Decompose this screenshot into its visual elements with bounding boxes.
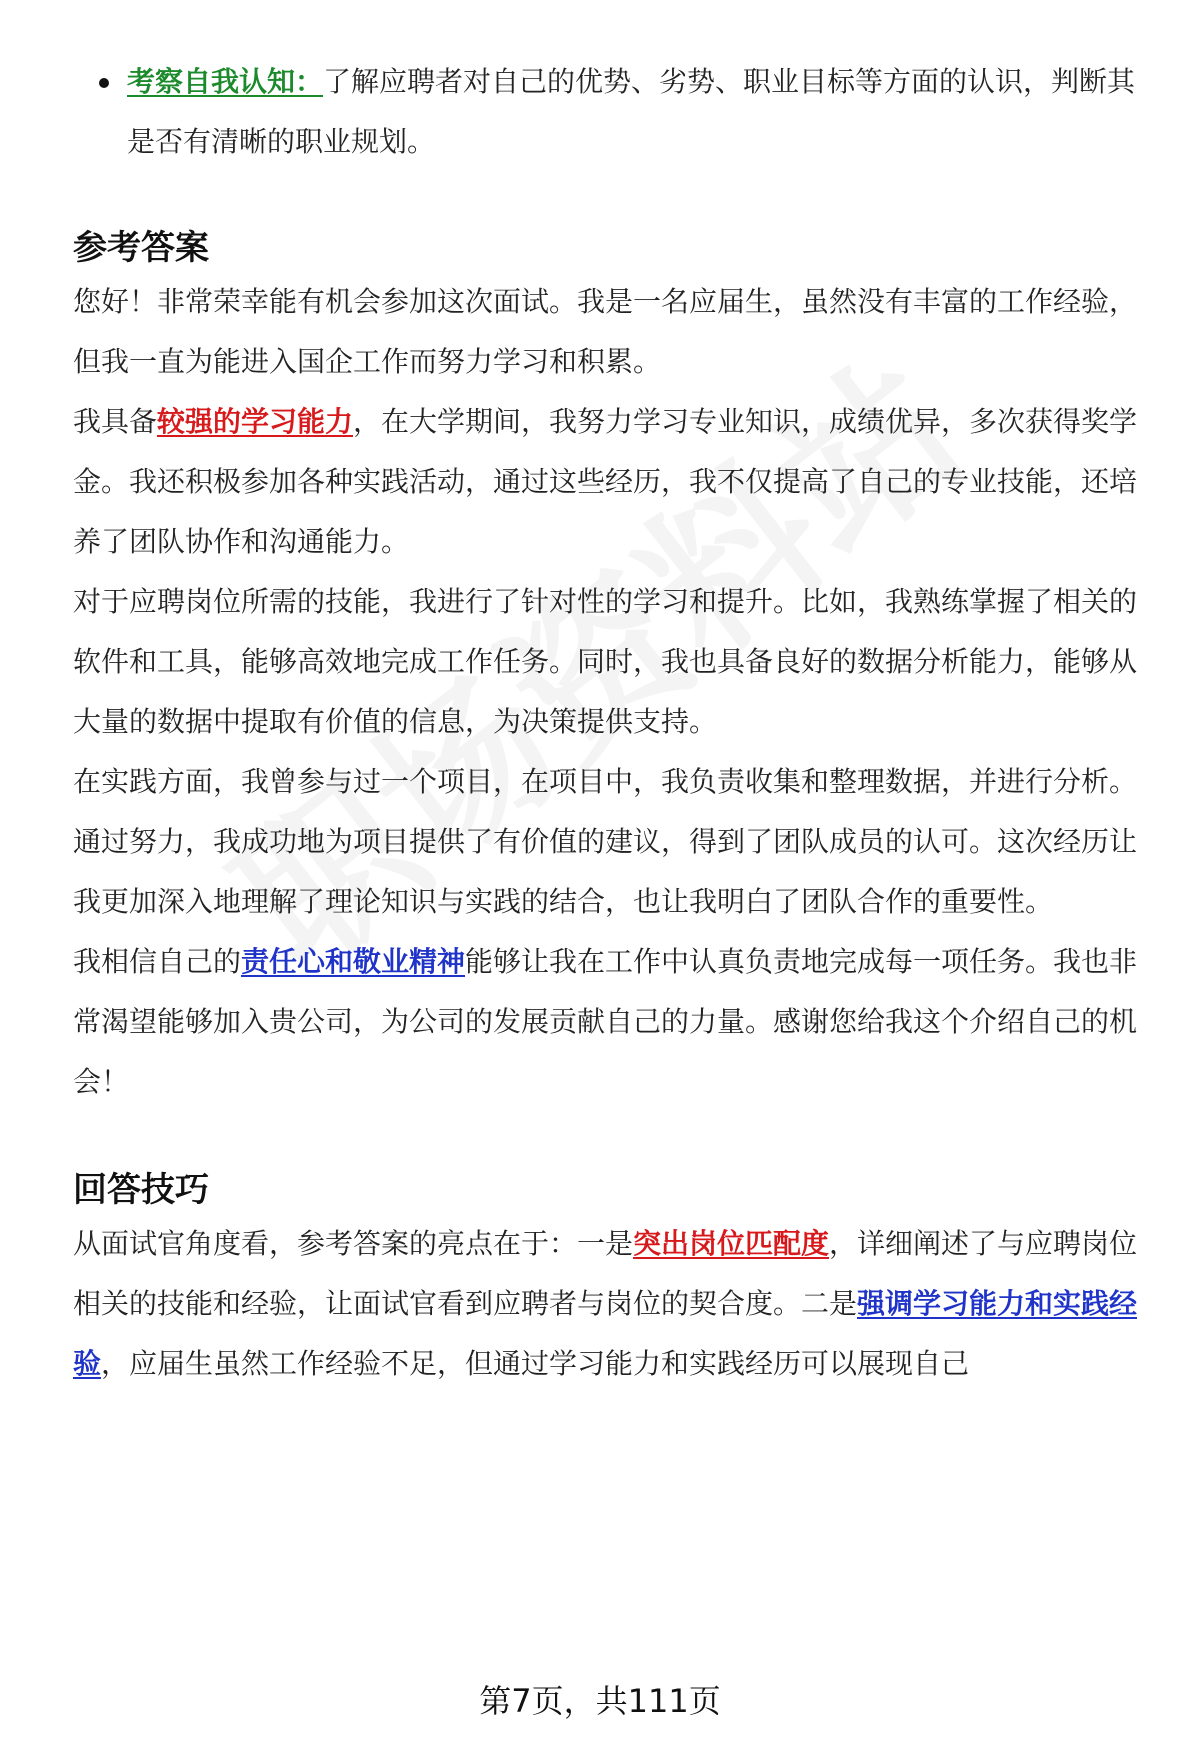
highlight-keyword: 责任心和敬业精神 bbox=[241, 945, 466, 978]
section-heading-tips: 回答技巧 bbox=[73, 1170, 209, 1210]
bullet-dot-icon bbox=[99, 78, 109, 88]
paragraph-text: ，在大学期间，我努力学习专业知识，成绩优异，多次获得奖学金。我还积极参加各种实践活动，通过这些经历，我不仅提高了自己的专业技能，还培养了团队协作和沟通能力。 bbox=[73, 405, 1138, 558]
highlight-keyword: 突出岗位匹配度 bbox=[633, 1227, 830, 1260]
paragraph-text: 从面试官角度看，参考答案的亮点在于：一是 bbox=[73, 1227, 634, 1260]
answer-paragraph-2 bbox=[73, 392, 1148, 572]
paragraph-text: 我具备 bbox=[73, 405, 158, 438]
answer-paragraph-5 bbox=[73, 932, 1148, 1112]
bullet-keyword: 考察自我认知： bbox=[127, 65, 324, 98]
paragraph-text: 能够让我在工作中认真负责地完成每一项任务。我也非常渴望能够加入贵公司，为公司的发展贡献自己的力量。感谢您给我这个介绍自己的机会！ bbox=[73, 945, 1138, 1098]
tips-paragraph bbox=[73, 1214, 1148, 1394]
paragraph-text: ，详细阐述了与应聘岗位相关的技能和经验，让面试官看到应聘者与岗位的契合度。二是 bbox=[73, 1227, 1138, 1320]
bullet-item bbox=[73, 52, 1148, 172]
page-number-footer: 第7页，共111页 bbox=[479, 1682, 721, 1720]
highlight-keyword: 强调学习能力和实践经验 bbox=[73, 1287, 1138, 1380]
page-content bbox=[73, 52, 1148, 1394]
paragraph-text: 我相信自己的 bbox=[73, 945, 242, 978]
section-heading-answer: 参考答案 bbox=[73, 228, 209, 268]
answer-paragraph-4: 在实践方面，我曾参与过一个项目，在项目中，我负责收集和整理数据，并进行分析。通过努力，我成功地为项目提供了有价值的建议，得到了团队成员的认可。这次经历让我更加深入地理解了理论知识与实践的结合，也让我明白了团队合作的重要性。 bbox=[73, 765, 1138, 918]
bullet-text: 了解应聘者对自己的优势、劣势、职业目标等方面的认识，判断其是否有清晰的职业规划。 bbox=[127, 65, 1136, 158]
answer-paragraph-1: 您好！非常荣幸能有机会参加这次面试。我是一名应届生，虽然没有丰富的工作经验，但我一直为能进入国企工作而努力学习和积累。 bbox=[73, 285, 1138, 378]
answer-paragraph-3: 对于应聘岗位所需的技能，我进行了针对性的学习和提升。比如，我熟练掌握了相关的软件和工具，能够高效地完成工作任务。同时，我也具备良好的数据分析能力，能够从大量的数据中提取有价值的信息，为决策提供支持。 bbox=[73, 585, 1138, 738]
paragraph-text: ，应届生虽然工作经验不足，但通过学习能力和实践经历可以展现自己 bbox=[101, 1347, 970, 1380]
highlight-keyword: 较强的学习能力 bbox=[157, 405, 354, 438]
